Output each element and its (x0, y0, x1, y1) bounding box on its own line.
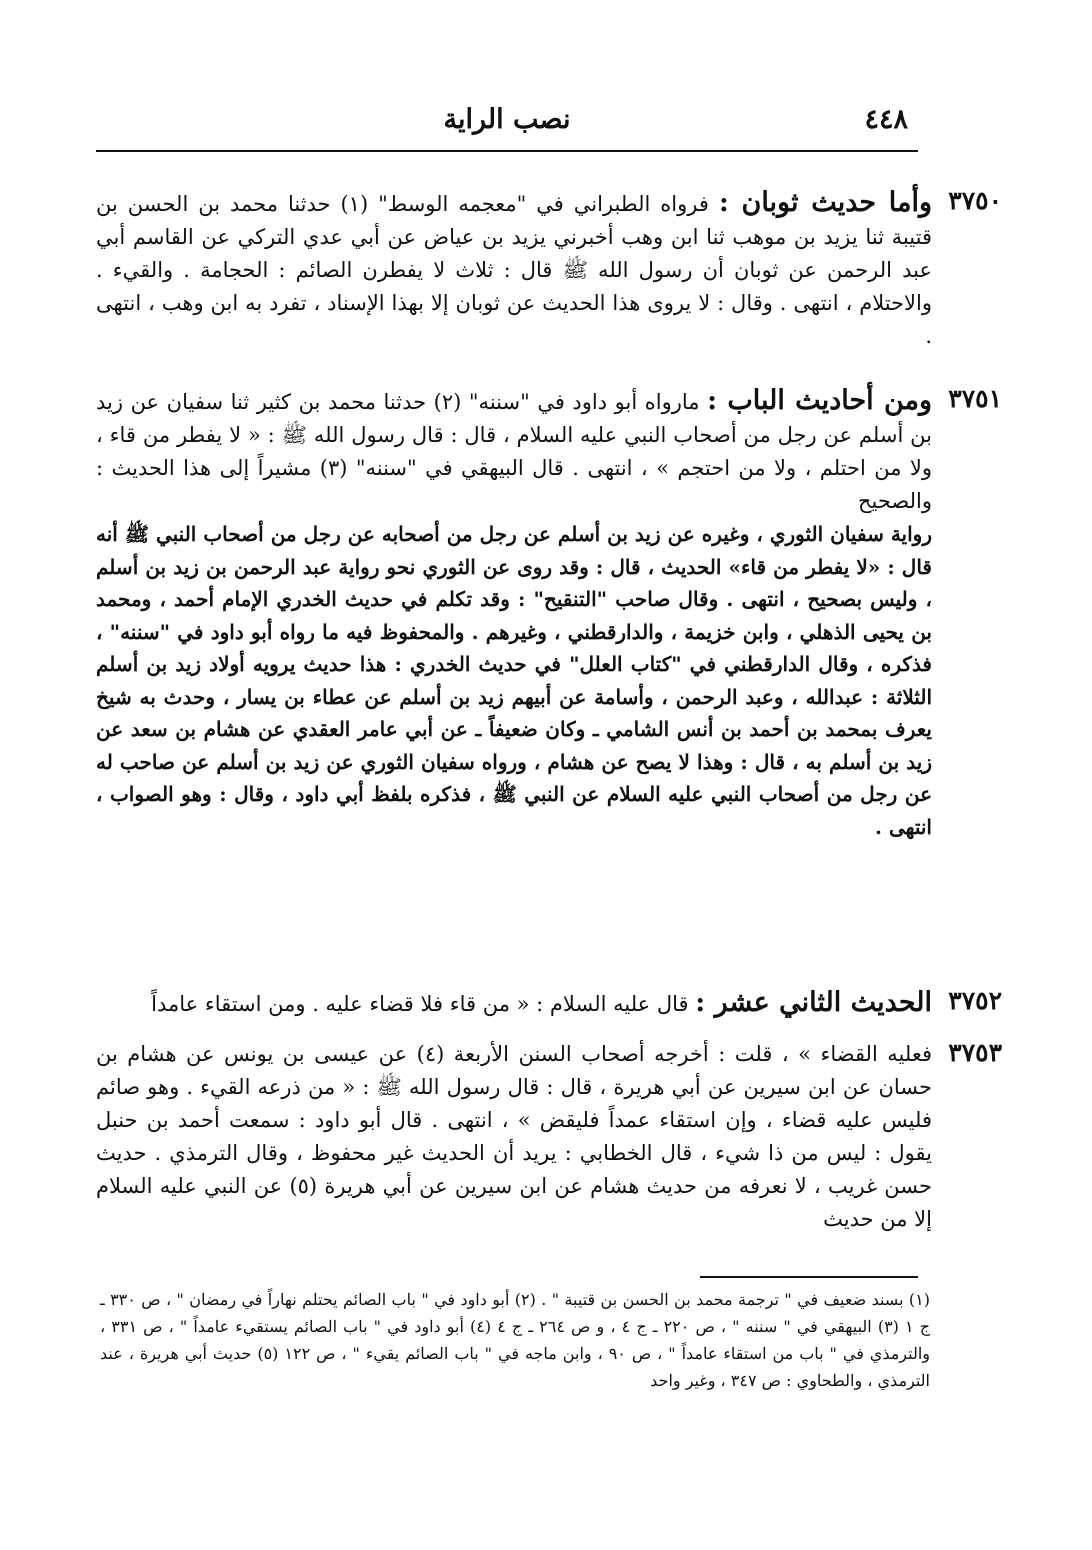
footnote-text: (١) بسند ضعيف في " ترجمة محمد بن الحسن بن قتيبة " . (٢) أبو داود في " باب الصائم يحتلم نهاراً في رمضان " ، ص ٣٣٠ ـ ج ١ (٣) البيهقي في " سننه " ، ص ٢٢٠ ـ ج ٤ ، و ص ٢٦٤ ـ ج ٤ (٤) أبو داود في " باب الصائم يستقيء عامداً " ، ص ٣٣١ ، والترمذي في " باب من استقاء عامداً " ، ص ٩٠ ، وابن ماجه في " باب الصائم يقيء " ، ص ١٢٢ (٥) حديث أبي هريرة ، عند الترمذي ، والطحاوي : ص ٣٤٧ ، وغير واحد (100, 1290, 931, 1390)
entry-paragraph (96, 1038, 932, 1236)
entry-3752 (96, 986, 1002, 1021)
entry-text: قال عليه السلام : « من قاء فلا قضاء عليه . ومن استقاء عامداً (151, 992, 689, 1016)
entry-3753 (96, 1038, 1002, 1236)
footnote-rule (700, 1276, 918, 1278)
entry-paragraph (96, 384, 932, 518)
footnotes (100, 1286, 930, 1394)
entry-text: فعليه القضاء » ، قلت : أخرجه أصحاب السنن الأربعة (٤) عن عيسى بن يونس عن هشام بن حسان عن ابن سيرين عن أبي هريرة ، قال : قال رسول الله ﷺ : « من ذرعه القيء . وهو صائم فليس عليه قضاء ، وإن استقاء عمداً فليقض » ، انتهى . قال أبو داود : سمعت أحمد بن حنبل يقول : ليس من ذا شيء ، قال الخطابي : يريد أن الحديث غير محفوظ ، وقال الترمذي . حديث حسن غريب ، لا نعرفه من حديث هشام عن ابن سيرين عن أبي هريرة (٥) عن النبي عليه السلام إلا من حديث (96, 1042, 932, 1231)
entry-lead: الحديث الثاني عشر : (695, 987, 932, 1018)
entry-text: مارواه أبو داود في "سننه" (٢) حدثنا محمد بن كثير ثنا سفيان عن زيد بن أسلم عن رجل من أصحاب النبي عليه السلام ، قال : قال رسول الله ﷺ : « لا يفطر من قاء ، ولا من احتلم ، ولا من احتجم » ، انتهى . قال البيهقي في "سننه" (٣) مشيراً إلى هذا الحديث : والصحيح (96, 390, 932, 513)
entry-number: ٣٧٥٢ (948, 986, 1002, 1015)
page-header (96, 100, 918, 148)
page-number: ٤٤٨ (864, 104, 908, 135)
entry-number: ٣٧٥١ (948, 384, 1002, 413)
entry-paragraph (96, 986, 932, 1021)
running-title: نصب الراية (443, 104, 571, 135)
entry-lead: وأما حديث ثوبان : (718, 187, 932, 218)
entry-lead: ومن أحاديث الباب : (707, 385, 932, 416)
entry-commentary: رواية سفيان الثوري ، وغيره عن زيد بن أسلم عن رجل من أصحابه عن رجل من أصحاب النبي ﷺ أنه قال : «لا يفطر من قاء» الحديث ، قال : وقد روى عن الثوري نحو رواية عبد الرحمن بن زيد بن أسلم ، وليس بصحيح ، انتهى . وقال صاحب "التنقيح" : وقد تكلم في حديث الخدري الإمام أحمد ، ومحمد بن يحيى الذهلي ، وابن خزيمة ، والدارقطني ، وغيرهم . والمحفوظ فيه ما رواه أبو داود في "سننه" ، فذكره ، وقال الدارقطني في "كتاب العلل" في حديث الخدري : هذا حديث يرويه أولاد زيد بن أسلم الثلاثة : عبدالله ، وعبد الرحمن ، وأسامة عن أبيهم زيد بن أسلم عن عطاء بن يسار ، وحدث به شيخ يعرف بمحمد بن أحمد بن أنس الشامي ـ وكان ضعيفاً ـ عن أبي عامر العقدي عن هشام بن سعد عن زيد بن أسلم به ، قال : وهذا لا يصح عن هشام ، ورواه سفيان الثوري عن زيد بن أسلم عن صاحب له عن رجل من أصحاب النبي عليه السلام عن النبي ﷺ ، فذكره بلفظ أبي داود ، وقال : وهو الصواب ، انتهى . (96, 522, 932, 839)
header-rule (96, 150, 918, 152)
entry-paragraph (96, 186, 932, 353)
entry-number: ٣٧٥٠ (948, 186, 1002, 215)
entry-3750 (96, 186, 1002, 353)
entry-3751 (96, 384, 1002, 843)
entry-number: ٣٧٥٣ (948, 1038, 1002, 1067)
entry-text: فرواه الطبراني في "معجمه الوسط" (١) حدثنا محمد بن الحسن بن قتيبة ثنا يزيد بن موهب ثنا ابن وهب أخبرني يزيد بن عياض عن أبي عدي التركي عن القاسم أبي عبد الرحمن عن ثوبان أن رسول الله ﷺ قال : ثلاث لا يفطرن الصائم : الحجامة . والقيء . والاحتلام ، انتهى . وقال : لا يروى هذا الحديث عن ثوبان إلا بهذا الإسناد ، تفرد به ابن وهب ، انتهى . (96, 192, 932, 348)
